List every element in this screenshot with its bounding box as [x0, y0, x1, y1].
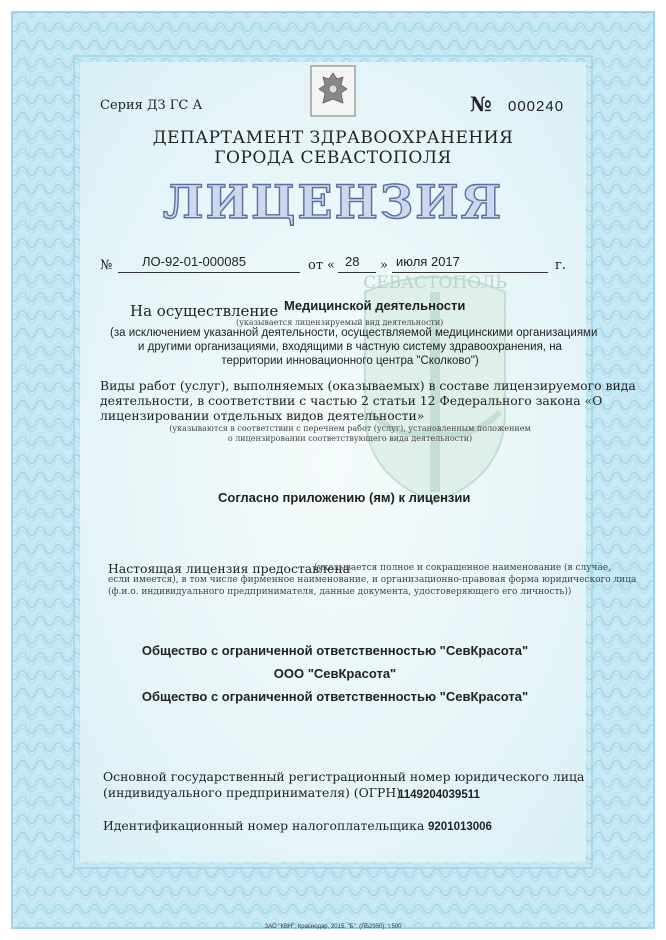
license-day: 28 [345, 254, 360, 269]
department-line2: ГОРОДА СЕВАСТОПОЛЯ [214, 148, 452, 168]
license-number: ЛО-92-01-000085 [142, 254, 246, 269]
license-number-sign: № [100, 258, 113, 273]
works-value: Согласно приложению (ям) к лицензии [218, 490, 471, 505]
emblem-caption: СЕВАСТОПОЛЬ [363, 273, 507, 293]
works-hint-line1: (указываются в соответствии с перечнем работ (услуг), установленным положением [169, 424, 531, 433]
date-quote-close: » [380, 258, 388, 273]
series-label: Серия ДЗ ГС А [100, 98, 203, 113]
works-text-line1: Виды работ (услуг), выполняемых (оказываемых) в составе лицензируемого вида [100, 378, 636, 393]
activity-hint: (указывается лицензируемый вид деятельности) [236, 318, 444, 327]
holder-hint-line2: если имеется), в том числе фирменное наименование, и организационно-правовая форма юридического лица [108, 575, 637, 585]
ogrn-label-line1: Основной государственный регистрационный номер юридического лица [103, 769, 585, 784]
holder-intro: Настоящая лицензия предоставлена [108, 561, 351, 576]
coat-of-arms-icon [310, 65, 356, 117]
activity-note-line1: (за исключением указанной деятельности, осуществляемой медицинскими организациями [110, 327, 598, 339]
inn-label: Идентификационный номер налогоплательщика [103, 818, 425, 833]
license-year-suffix: г. [555, 258, 566, 273]
works-text-line2: деятельности, в соответствии с частью 2 статьи 12 Федерального закона «О [100, 393, 603, 408]
holder-short-name: ООО "СевКрасота" [273, 666, 397, 681]
date-quote-open: « [327, 258, 335, 273]
activity-value: Медицинской деятельности [284, 298, 466, 313]
holder-hint-line1: (указывается полное и сокращенное наименование (в случае, [314, 563, 612, 573]
holder-hint-line3: (ф.и.о. индивидуального предпринимателя, данные документа, удостоверяющего его личность)) [108, 587, 572, 597]
inn-value: 9201013006 [428, 821, 492, 833]
printer-imprint: ЗАО "КВН", Краснодар, 2015, "Б", (ЛБ2950), т.500 [264, 924, 402, 930]
license-month-year: июля 2017 [396, 254, 460, 269]
number-sign: № [470, 92, 492, 116]
activity-label: На осуществление [130, 302, 279, 320]
ogrn-value: 1149204039511 [398, 789, 480, 801]
form-number: 000240 [508, 98, 565, 115]
holder-full-name: Общество с ограниченной ответственностью "СевКрасота" [141, 643, 529, 658]
svg-text:ЛИЦЕНЗИЯ: ЛИЦЕНЗИЯ [162, 175, 504, 229]
activity-note-line2: и другими организациями, входящими в частную систему здравоохранения, на [138, 341, 562, 353]
ogrn-label-line2: (индивидуального предпринимателя) (ОГРН) [103, 785, 401, 800]
license-title [162, 172, 504, 229]
date-from-label: от [308, 258, 324, 273]
activity-note-line3: территории инновационного центра "Сколково") [221, 355, 479, 367]
works-text-line3: лицензировании отдельных видов деятельности» [100, 408, 425, 423]
holder-brand-name: Общество с ограниченной ответственностью "СевКрасота" [141, 689, 529, 704]
department-line1: ДЕПАРТАМЕНТ ЗДРАВООХРАНЕНИЯ [152, 128, 514, 148]
works-hint-line2: о лицензировании соответствующего вида деятельности) [227, 434, 473, 443]
